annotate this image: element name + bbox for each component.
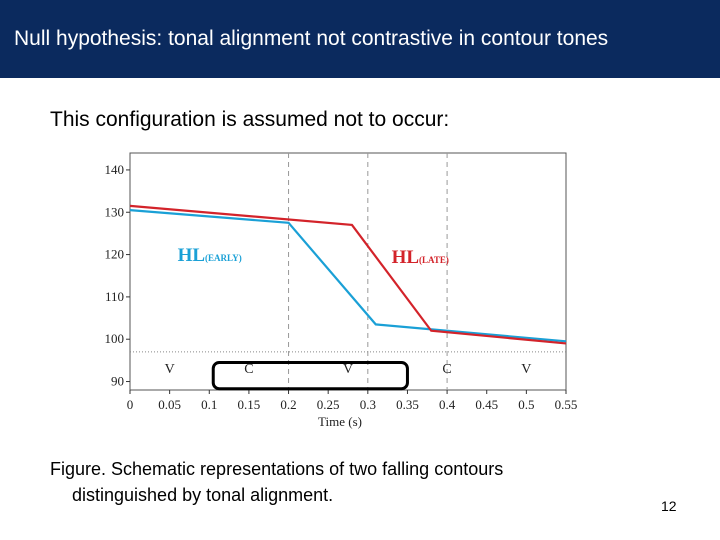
title-bar [0,0,720,78]
x-tick-label: 0.05 [158,397,182,412]
figure-caption [50,456,503,508]
x-tick-label: 0.15 [237,397,261,412]
plot-frame [130,153,566,390]
x-tick-label: 0.3 [359,397,376,412]
x-tick-label: 0.25 [316,397,340,412]
caption-line-1: Figure. Schematic representations of two falling contours [50,459,504,479]
series-label-late: HL(LATE) [391,247,449,269]
y-tick-label: 90 [111,373,124,389]
x-tick-label: 0.4 [438,397,456,412]
x-tick-label: 0.35 [396,397,419,412]
x-tick-label: 0.45 [475,397,499,412]
x-tick-label: 0.2 [280,397,297,412]
series-line-late [130,206,566,344]
x-tick-label: 0.5 [518,397,535,412]
y-tick-label: 130 [104,204,124,220]
contour-chart [90,150,610,440]
segment-label: V [164,362,175,378]
segment-label: C [244,362,254,378]
x-tick-label: 0 [126,397,134,412]
intro-text: This configuration is assumed not to occur: [50,108,450,131]
segment-label: C [442,362,452,378]
slide-title: Null hypothesis: tonal alignment not contrastive in contour tones [14,27,609,50]
x-axis-label: Time (s) [318,414,362,429]
x-tick-label: 0.1 [201,397,218,412]
y-tick-label: 120 [104,246,124,262]
x-tick-label: 0.55 [554,397,578,412]
series-label-early: HL(EARLY) [177,244,242,266]
page-number: 12 [661,498,677,514]
highlight-box [213,362,407,388]
y-tick-label: 110 [104,288,124,304]
series-line-early [130,210,566,341]
segment-label: V [342,362,354,378]
y-tick-label: 100 [104,331,124,347]
y-tick-label: 140 [104,161,124,177]
caption-line-2: distinguished by tonal alignment. [72,485,334,505]
segment-label: V [521,362,532,378]
